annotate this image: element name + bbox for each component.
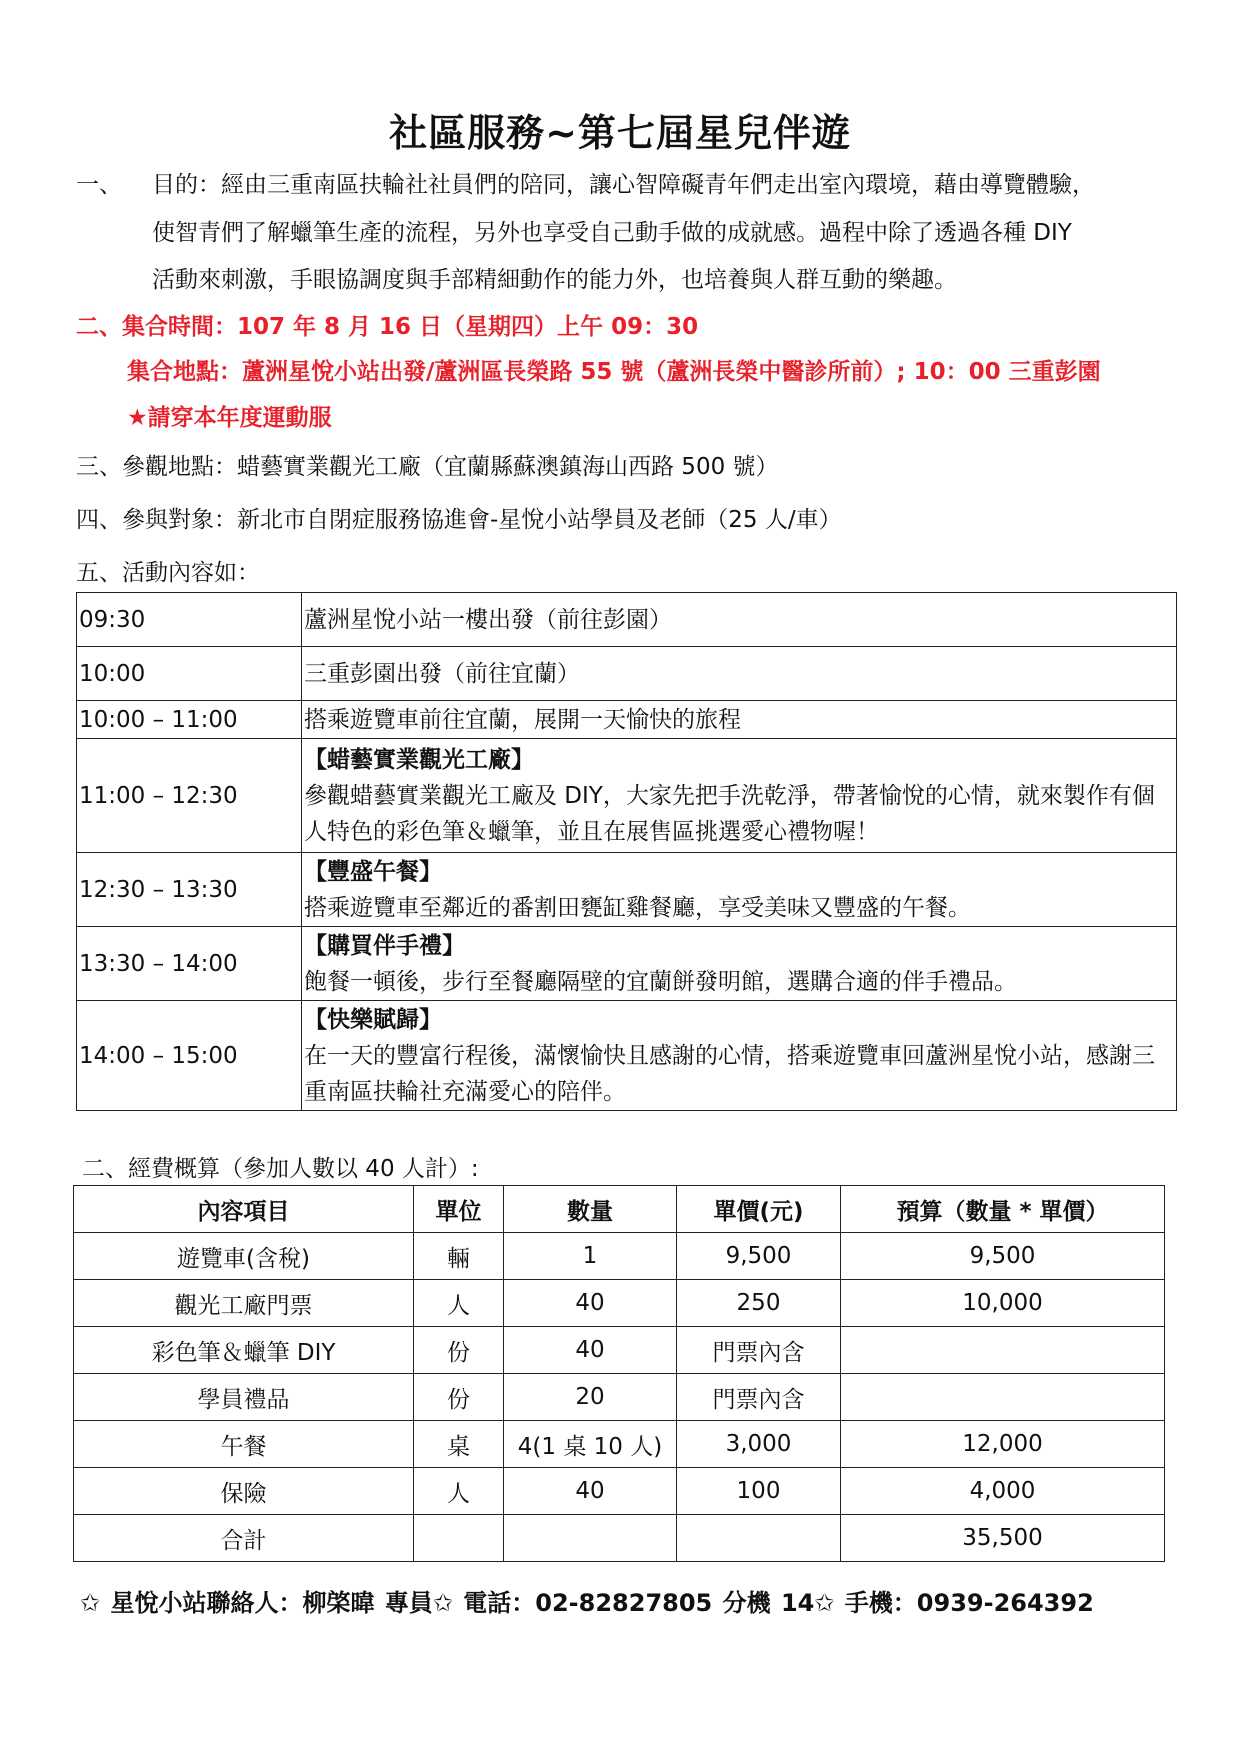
- budget-row: [74, 1233, 1165, 1280]
- budget-cell: 250: [677, 1280, 841, 1327]
- page-title: 社區服務~第七屆星兒伴遊: [389, 111, 851, 155]
- schedule-description-cell: [302, 853, 1177, 927]
- budget-cell: 人: [414, 1468, 504, 1515]
- participants: 四、參與對象：新北市自閉症服務協進會-星悅小站學員及老師（25 人/車）: [76, 507, 842, 533]
- schedule-item-title: 【蜡藝實業觀光工廠】: [304, 746, 534, 773]
- budget-cell: 桌: [414, 1421, 504, 1468]
- purpose-line-3: 活動來刺激，手眼協調度與手部精細動作的能力外，也培養與人群互動的樂趣。: [152, 267, 957, 293]
- budget-column-header: 預算（數量 * 單價）: [841, 1186, 1165, 1233]
- budget-cell: 1: [504, 1233, 677, 1280]
- schedule-item-description: 三重彭園出發（前往宜蘭）: [304, 660, 580, 687]
- schedule-row: [77, 739, 1177, 853]
- budget-heading: 二、經費概算（參加人數以 40 人計）:: [82, 1156, 479, 1182]
- schedule-item-description: 搭乘遊覽車至鄰近的番割田甕缸雞餐廳，享受美味又豐盛的午餐。: [304, 894, 971, 921]
- budget-row: [74, 1468, 1165, 1515]
- budget-cell: [504, 1515, 677, 1562]
- schedule-description-cell: [302, 927, 1177, 1001]
- budget-cell: 4,000: [841, 1468, 1165, 1515]
- budget-cell: 100: [677, 1468, 841, 1515]
- schedule-item-description: 蘆洲星悅小站一樓出發（前往彭園）: [304, 606, 672, 633]
- dress-code-note: ★請穿本年度運動服: [127, 405, 332, 431]
- budget-cell: [841, 1327, 1165, 1374]
- schedule-row: [77, 1001, 1177, 1111]
- budget-cell: [414, 1515, 504, 1562]
- schedule-time: 12:30 – 13:30: [77, 853, 302, 927]
- budget-cell: 20: [504, 1374, 677, 1421]
- budget-column-header: 內容項目: [74, 1186, 414, 1233]
- schedule-time: 14:00 – 15:00: [77, 1001, 302, 1111]
- activity-heading: 五、活動內容如：: [76, 560, 260, 586]
- budget-cell: 份: [414, 1327, 504, 1374]
- schedule-time: 10:00 – 11:00: [77, 701, 302, 739]
- budget-cell: [677, 1515, 841, 1562]
- budget-cell: 保險: [74, 1468, 414, 1515]
- budget-column-header: 數量: [504, 1186, 677, 1233]
- schedule-item-description: 飽餐一頓後，步行至餐廳隔壁的宜蘭餅發明館，選購合適的伴手禮品。: [304, 968, 1017, 995]
- budget-cell: 遊覽車(含稅): [74, 1233, 414, 1280]
- budget-cell: 觀光工廠門票: [74, 1280, 414, 1327]
- schedule-row: [77, 853, 1177, 927]
- schedule-description-cell: [302, 647, 1177, 701]
- budget-cell: 3,000: [677, 1421, 841, 1468]
- budget-cell: 人: [414, 1280, 504, 1327]
- budget-cell: 學員禮品: [74, 1374, 414, 1421]
- schedule-table: [76, 592, 1177, 1111]
- contact-footer: ✩ 星悅小站聯絡人：柳棨暐 專員✩ 電話：02-82827805 分機 14✩ 手機：0939-264392: [80, 1589, 1094, 1617]
- schedule-description-cell: [302, 739, 1177, 853]
- budget-cell: 4(1 桌 10 人): [504, 1421, 677, 1468]
- gathering-place: 集合地點：蘆洲星悅小站出發/蘆洲區長榮路 55 號（蘆洲長榮中醫診所前）; 10：00 三重彭園: [127, 359, 1101, 385]
- schedule-row: [77, 701, 1177, 739]
- section-1-number: 一、: [76, 172, 122, 198]
- budget-column-header: 單價(元): [677, 1186, 841, 1233]
- purpose-line-2: 使智青們了解蠟筆生產的流程，另外也享受自己動手做的成就感。過程中除了透過各種 DIY: [152, 220, 1072, 246]
- budget-row: [74, 1280, 1165, 1327]
- schedule-item-title: 【購買伴手禮】: [304, 932, 465, 959]
- budget-row: [74, 1515, 1165, 1562]
- visit-location: 三、參觀地點：蜡藝實業觀光工廠（宜蘭縣蘇澳鎮海山西路 500 號）: [76, 454, 779, 480]
- budget-cell: [841, 1374, 1165, 1421]
- budget-cell: 40: [504, 1280, 677, 1327]
- schedule-description-cell: [302, 701, 1177, 739]
- schedule-description-cell: [302, 593, 1177, 647]
- budget-row: [74, 1327, 1165, 1374]
- budget-row: [74, 1421, 1165, 1468]
- budget-cell: 40: [504, 1327, 677, 1374]
- schedule-item-title: 【快樂賦歸】: [304, 1006, 442, 1033]
- budget-cell: 合計: [74, 1515, 414, 1562]
- budget-cell: 門票內含: [677, 1327, 841, 1374]
- budget-cell: 門票內含: [677, 1374, 841, 1421]
- budget-cell: 9,500: [841, 1233, 1165, 1280]
- budget-table: [73, 1185, 1165, 1562]
- budget-cell: 35,500: [841, 1515, 1165, 1562]
- schedule-item-description: 在一天的豐富行程後，滿懷愉快且感謝的心情，搭乘遊覽車回蘆洲星悅小站，感謝三重南區扶輪社充滿愛心的陪伴。: [304, 1042, 1155, 1105]
- schedule-item-description: 參觀蜡藝實業觀光工廠及 DIY，大家先把手洗乾淨，帶著愉悅的心情，就來製作有個人特色的彩色筆＆蠟筆，並且在展售區挑選愛心禮物喔！: [304, 782, 1155, 845]
- gathering-time: 二、集合時間：107 年 8 月 16 日（星期四）上午 09：30: [76, 314, 699, 340]
- budget-cell: 彩色筆＆蠟筆 DIY: [74, 1327, 414, 1374]
- schedule-time: 13:30 – 14:00: [77, 927, 302, 1001]
- schedule-row: [77, 927, 1177, 1001]
- budget-cell: 12,000: [841, 1421, 1165, 1468]
- schedule-row: [77, 593, 1177, 647]
- budget-cell: 10,000: [841, 1280, 1165, 1327]
- schedule-item-description: 搭乘遊覽車前往宜蘭，展開一天愉快的旅程: [304, 706, 741, 733]
- budget-cell: 午餐: [74, 1421, 414, 1468]
- budget-row: [74, 1374, 1165, 1421]
- schedule-row: [77, 647, 1177, 701]
- schedule-time: 10:00: [77, 647, 302, 701]
- budget-cell: 份: [414, 1374, 504, 1421]
- budget-cell: 9,500: [677, 1233, 841, 1280]
- purpose-line-1: 目的：經由三重南區扶輪社社員們的陪同，讓心智障礙青年們走出室內環境，藉由導覽體驗，: [152, 172, 1095, 198]
- schedule-time: 11:00 – 12:30: [77, 739, 302, 853]
- schedule-item-title: 【豐盛午餐】: [304, 858, 442, 885]
- budget-cell: 40: [504, 1468, 677, 1515]
- budget-column-header: 單位: [414, 1186, 504, 1233]
- budget-cell: 輛: [414, 1233, 504, 1280]
- schedule-time: 09:30: [77, 593, 302, 647]
- schedule-description-cell: [302, 1001, 1177, 1111]
